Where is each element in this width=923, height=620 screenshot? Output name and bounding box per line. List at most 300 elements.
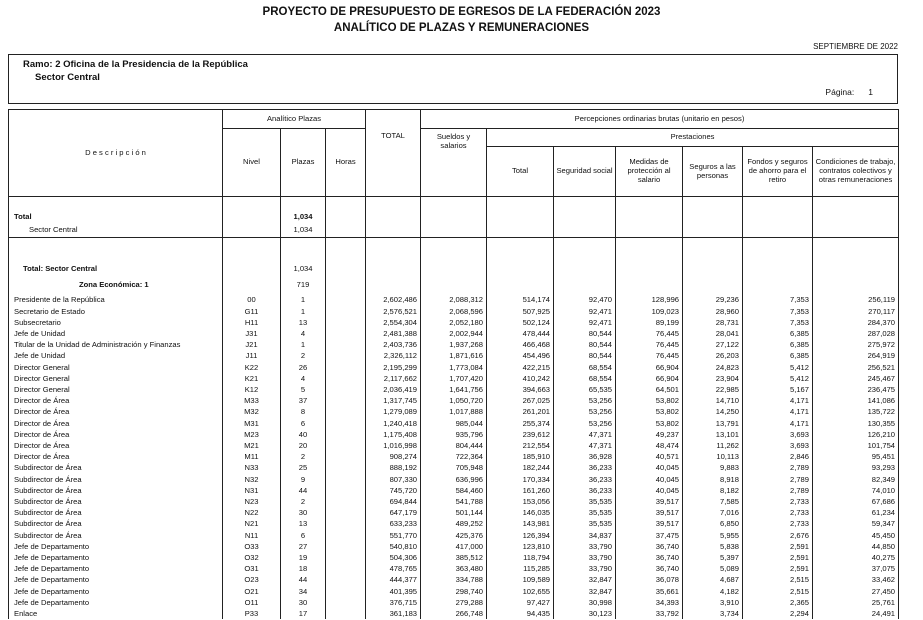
table-cell: 256,521	[813, 362, 899, 373]
table-cell: Subdirector de Área	[9, 496, 223, 507]
table-cell: Jefe de Departamento	[9, 563, 223, 574]
table-cell	[326, 530, 366, 541]
table-cell: Jefe de Departamento	[9, 586, 223, 597]
table-cell: 68,554	[554, 362, 616, 373]
table-cell: 334,788	[421, 574, 487, 585]
table-row	[9, 339, 899, 350]
table-cell: 143,981	[487, 518, 554, 529]
table-cell: 3,693	[743, 440, 813, 451]
table-cell: 80,544	[554, 328, 616, 339]
table-cell: 20	[281, 440, 326, 451]
table-cell: 28,960	[683, 306, 743, 317]
table-cell: K12	[223, 384, 281, 395]
table-cell: 118,794	[487, 552, 554, 563]
table-cell: 2,052,180	[421, 317, 487, 328]
table-cell: 30	[281, 507, 326, 518]
table-cell: 2,591	[743, 552, 813, 563]
table-cell: 8	[281, 406, 326, 417]
table-cell: 97,427	[487, 597, 554, 608]
table-cell: 7,016	[683, 507, 743, 518]
table-row	[9, 563, 899, 574]
table-cell: 1	[281, 339, 326, 350]
table-cell: 67,686	[813, 496, 899, 507]
table-cell: 92,471	[554, 317, 616, 328]
table-cell: 444,377	[366, 574, 421, 585]
table-cell: 10,113	[683, 451, 743, 462]
table-cell: 61,234	[813, 507, 899, 518]
table-cell: 504,306	[366, 552, 421, 563]
table-cell: 7,353	[743, 294, 813, 305]
table-cell: Subdirector de Área	[9, 474, 223, 485]
table-cell: 287,028	[813, 328, 899, 339]
table-row	[9, 328, 899, 339]
table-cell: 410,242	[487, 373, 554, 384]
table-cell: N21	[223, 518, 281, 529]
table-cell: 804,444	[421, 440, 487, 451]
table-cell: 26	[281, 362, 326, 373]
table-cell: 2,294	[743, 608, 813, 619]
table-cell: N32	[223, 474, 281, 485]
table-row	[9, 306, 899, 317]
table-cell: 130,355	[813, 418, 899, 429]
table-cell: 34,393	[616, 597, 683, 608]
table-cell: 466,468	[487, 339, 554, 350]
table-cell: 11,262	[683, 440, 743, 451]
table-cell: 2,195,299	[366, 362, 421, 373]
table-cell: 39,517	[616, 518, 683, 529]
table-cell: 27,122	[683, 339, 743, 350]
table-cell: 141,086	[813, 395, 899, 406]
table-cell: 540,810	[366, 541, 421, 552]
table-cell: 2,088,312	[421, 294, 487, 305]
table-cell: 2,554,304	[366, 317, 421, 328]
col-fondos: Fondos y seguros de ahorro para el retiro	[743, 147, 813, 197]
table-cell: 68,554	[554, 373, 616, 384]
table-cell: 24,491	[813, 608, 899, 619]
col-plazas: Plazas	[281, 129, 326, 197]
table-cell: 2,676	[743, 530, 813, 541]
table-row	[9, 608, 899, 619]
table-cell	[326, 574, 366, 585]
table-cell: 6,385	[743, 339, 813, 350]
table-cell: Subsecretario	[9, 317, 223, 328]
table-cell: 00	[223, 294, 281, 305]
page-number: 1	[868, 87, 873, 97]
table-cell: 32,847	[554, 574, 616, 585]
table-cell: 212,554	[487, 440, 554, 451]
table-cell: 417,000	[421, 541, 487, 552]
table-cell: 34,837	[554, 530, 616, 541]
table-cell: 36,233	[554, 485, 616, 496]
col-percepciones: Percepciones ordinarias brutas (unitario en pesos)	[421, 110, 899, 129]
table-row	[9, 586, 899, 597]
zona-row	[9, 274, 899, 294]
table-cell: 2,789	[743, 462, 813, 473]
table-cell: 35,535	[554, 496, 616, 507]
table-cell: 376,715	[366, 597, 421, 608]
table-cell: 501,144	[421, 507, 487, 518]
table-cell: Director de Área	[9, 429, 223, 440]
table-cell: 1,317,745	[366, 395, 421, 406]
table-cell: 53,802	[616, 406, 683, 417]
total-row	[9, 211, 899, 222]
table-cell: 33,790	[554, 541, 616, 552]
total-label: Total	[9, 211, 223, 222]
table-row	[9, 429, 899, 440]
table-cell: N31	[223, 485, 281, 496]
col-analitico: Analítico Plazas	[223, 110, 366, 129]
table-cell: 19	[281, 552, 326, 563]
sector-row	[9, 222, 899, 237]
table-row	[9, 384, 899, 395]
table-cell: 26,203	[683, 350, 743, 361]
page-label: Página:	[825, 87, 855, 97]
table-cell: Subdirector de Área	[9, 485, 223, 496]
table-cell: 37	[281, 395, 326, 406]
table-cell: 40,571	[616, 451, 683, 462]
table-cell	[326, 373, 366, 384]
page-indicator	[825, 87, 873, 97]
table-row	[9, 317, 899, 328]
table-cell: 4	[281, 373, 326, 384]
table-cell: 502,124	[487, 317, 554, 328]
table-cell: 2,576,521	[366, 306, 421, 317]
table-row	[9, 597, 899, 608]
table-cell: H11	[223, 317, 281, 328]
table-cell	[326, 406, 366, 417]
table-cell: 44	[281, 485, 326, 496]
table-cell: 5,412	[743, 373, 813, 384]
sector-label: Sector Central	[35, 72, 100, 83]
table-cell: 27	[281, 541, 326, 552]
table-cell: Director de Área	[9, 406, 223, 417]
table-cell: 264,919	[813, 350, 899, 361]
table-row	[9, 451, 899, 462]
table-cell: 5,412	[743, 362, 813, 373]
table-cell: 6	[281, 530, 326, 541]
table-cell: 2	[281, 350, 326, 361]
table-cell: 745,720	[366, 485, 421, 496]
table-cell: 53,802	[616, 418, 683, 429]
table-cell: 2,591	[743, 563, 813, 574]
table-cell: 146,035	[487, 507, 554, 518]
table-cell: 126,394	[487, 530, 554, 541]
table-cell: Jefe de Departamento	[9, 541, 223, 552]
ramo-box	[8, 54, 898, 104]
col-prestaciones-total: Total	[487, 147, 554, 197]
table-cell: 647,179	[366, 507, 421, 518]
table-cell	[326, 485, 366, 496]
table-cell: 102,655	[487, 586, 554, 597]
table-cell: 6,385	[743, 328, 813, 339]
table-cell: 94,435	[487, 608, 554, 619]
table-cell	[326, 608, 366, 619]
table-cell: Subdirector de Área	[9, 462, 223, 473]
table-cell: 37,075	[813, 563, 899, 574]
table-cell: 2,602,486	[366, 294, 421, 305]
table-cell: 161,260	[487, 485, 554, 496]
table-cell: 28,731	[683, 317, 743, 328]
table-cell: P33	[223, 608, 281, 619]
table-cell: J11	[223, 350, 281, 361]
table-cell: 266,748	[421, 608, 487, 619]
table-cell: 76,445	[616, 339, 683, 350]
table-cell: 76,445	[616, 350, 683, 361]
table-cell: 74,010	[813, 485, 899, 496]
table-cell: 23,904	[683, 373, 743, 384]
table-cell: 6,850	[683, 518, 743, 529]
table-cell: K21	[223, 373, 281, 384]
table-cell: J31	[223, 328, 281, 339]
zona-plazas: 719	[281, 274, 326, 294]
table-cell: 236,475	[813, 384, 899, 395]
table-cell: 5,167	[743, 384, 813, 395]
table-row	[9, 485, 899, 496]
table-cell: 32,847	[554, 586, 616, 597]
col-seguros: Seguros a las personas	[683, 147, 743, 197]
table-cell: 34	[281, 586, 326, 597]
table-cell: 1,016,998	[366, 440, 421, 451]
table-cell: 59,347	[813, 518, 899, 529]
table-cell: 36,233	[554, 462, 616, 473]
table-cell: 44	[281, 574, 326, 585]
table-cell: 1,279,089	[366, 406, 421, 417]
table-cell: 5	[281, 384, 326, 395]
table-cell: 507,925	[487, 306, 554, 317]
table-cell: 170,334	[487, 474, 554, 485]
table-cell	[326, 586, 366, 597]
table-cell: Director de Área	[9, 418, 223, 429]
table-cell: 5,089	[683, 563, 743, 574]
col-sueldos: Sueldos y salarios	[421, 129, 487, 197]
table-cell: 489,252	[421, 518, 487, 529]
table-cell: 128,996	[616, 294, 683, 305]
table-cell: Director de Área	[9, 395, 223, 406]
ramo-label: Ramo: 2 Oficina de la Presidencia de la República	[23, 59, 248, 70]
summary-spacer	[9, 197, 899, 212]
table-cell: 2,515	[743, 574, 813, 585]
table-cell: 4,171	[743, 406, 813, 417]
table-cell: 255,374	[487, 418, 554, 429]
table-cell: M33	[223, 395, 281, 406]
table-cell: 3,734	[683, 608, 743, 619]
col-horas: Horas	[326, 129, 366, 197]
table-cell: 2,326,112	[366, 350, 421, 361]
table-cell	[326, 563, 366, 574]
sector-row-plazas: 1,034	[281, 222, 326, 237]
table-cell: 3,910	[683, 597, 743, 608]
table-cell: 33,792	[616, 608, 683, 619]
table-row	[9, 294, 899, 305]
table-cell: 478,765	[366, 563, 421, 574]
table-cell: 33,790	[554, 563, 616, 574]
table-cell: 722,364	[421, 451, 487, 462]
table-cell: 80,544	[554, 339, 616, 350]
table-cell: 92,471	[554, 306, 616, 317]
table-row	[9, 574, 899, 585]
table-cell: 3,693	[743, 429, 813, 440]
table-cell: Secretario de Estado	[9, 306, 223, 317]
report-date: SEPTIEMBRE DE 2022	[813, 42, 898, 51]
table-cell: 1,050,720	[421, 395, 487, 406]
table-cell: 2,515	[743, 586, 813, 597]
table-cell: 39,517	[616, 507, 683, 518]
table-cell: Director de Área	[9, 440, 223, 451]
table-cell: M31	[223, 418, 281, 429]
table-cell: 35,535	[554, 507, 616, 518]
table-cell: 7,353	[743, 317, 813, 328]
table-cell: 22,985	[683, 384, 743, 395]
table-cell	[326, 597, 366, 608]
table-cell: 705,948	[421, 462, 487, 473]
table-cell: 935,796	[421, 429, 487, 440]
table-cell: 401,395	[366, 586, 421, 597]
table-cell: 807,330	[366, 474, 421, 485]
table-cell: 89,199	[616, 317, 683, 328]
table-cell	[326, 362, 366, 373]
table-cell: 35,661	[616, 586, 683, 597]
table-cell: Jefe de Departamento	[9, 552, 223, 563]
table-cell: 1	[281, 294, 326, 305]
table-cell: 1,641,756	[421, 384, 487, 395]
col-nivel: Nivel	[223, 129, 281, 197]
table-cell: 13	[281, 518, 326, 529]
table-cell: Enlace	[9, 608, 223, 619]
table-cell: 361,183	[366, 608, 421, 619]
table-cell: 45,450	[813, 530, 899, 541]
col-condiciones: Condiciones de trabajo, contratos colectivos y otras remuneraciones	[813, 147, 899, 197]
table-cell: 30	[281, 597, 326, 608]
table-row	[9, 474, 899, 485]
table-cell: 256,119	[813, 294, 899, 305]
table-cell: 2,036,419	[366, 384, 421, 395]
table-cell	[326, 462, 366, 473]
table-cell: 888,192	[366, 462, 421, 473]
table-cell: 422,215	[487, 362, 554, 373]
table-cell: 9	[281, 474, 326, 485]
table-row	[9, 373, 899, 384]
table-cell: 985,044	[421, 418, 487, 429]
table-cell	[326, 384, 366, 395]
table-cell: 33,462	[813, 574, 899, 585]
table-cell: 64,501	[616, 384, 683, 395]
table-cell: 284,370	[813, 317, 899, 328]
report-subtitle: ANALÍTICO DE PLAZAS Y REMUNERACIONES	[333, 22, 590, 34]
table-cell: Subdirector de Área	[9, 507, 223, 518]
table-cell: 17	[281, 608, 326, 619]
table-cell: 5,397	[683, 552, 743, 563]
table-cell: 2,789	[743, 485, 813, 496]
table-cell: Presidente de la República	[9, 294, 223, 305]
table-cell: 40,045	[616, 474, 683, 485]
table-cell: 25	[281, 462, 326, 473]
table-cell: 37,475	[616, 530, 683, 541]
table-cell: 36,078	[616, 574, 683, 585]
table-cell: 13,791	[683, 418, 743, 429]
table-cell: O23	[223, 574, 281, 585]
col-medidas: Medidas de protección al salario	[616, 147, 683, 197]
table-row	[9, 518, 899, 529]
table-cell: 36,928	[554, 451, 616, 462]
table-row	[9, 395, 899, 406]
table-cell	[326, 328, 366, 339]
table-cell: 49,237	[616, 429, 683, 440]
table-cell: 298,740	[421, 586, 487, 597]
table-cell: 2,733	[743, 507, 813, 518]
table-row	[9, 350, 899, 361]
table-row	[9, 552, 899, 563]
zona-label: Zona Económica: 1	[9, 274, 223, 294]
table-cell: 18	[281, 563, 326, 574]
table-cell	[326, 429, 366, 440]
table-cell: 270,117	[813, 306, 899, 317]
table-cell: 48,474	[616, 440, 683, 451]
table-cell: 14,710	[683, 395, 743, 406]
table-cell: 109,589	[487, 574, 554, 585]
table-cell: 36,740	[616, 552, 683, 563]
table-cell: 47,371	[554, 440, 616, 451]
table-row	[9, 418, 899, 429]
table-cell: 1,707,420	[421, 373, 487, 384]
table-cell: 2	[281, 496, 326, 507]
table-cell: 636,996	[421, 474, 487, 485]
table-cell: 275,972	[813, 339, 899, 350]
table-row	[9, 406, 899, 417]
table-cell: 478,444	[487, 328, 554, 339]
table-cell: Jefe de Departamento	[9, 574, 223, 585]
table-cell: 1,937,268	[421, 339, 487, 350]
table-cell	[326, 451, 366, 462]
table-cell: 153,056	[487, 496, 554, 507]
table-cell	[326, 395, 366, 406]
table-cell	[326, 294, 366, 305]
table-cell: 123,810	[487, 541, 554, 552]
col-prestaciones: Prestaciones	[487, 129, 899, 147]
table-cell: 425,376	[421, 530, 487, 541]
table-cell: 1,017,888	[421, 406, 487, 417]
table-cell: 694,844	[366, 496, 421, 507]
table-cell: 279,288	[421, 597, 487, 608]
total-plazas: 1,034	[281, 211, 326, 222]
table-cell: 1	[281, 306, 326, 317]
table-cell: 36,233	[554, 474, 616, 485]
table-cell: 40,045	[616, 485, 683, 496]
table-cell: 93,293	[813, 462, 899, 473]
table-cell: M32	[223, 406, 281, 417]
col-total: TOTAL	[366, 110, 421, 197]
table-cell	[326, 440, 366, 451]
table-cell: 261,201	[487, 406, 554, 417]
table-cell: 2,733	[743, 496, 813, 507]
table-cell: 109,023	[616, 306, 683, 317]
table-cell: 2,068,596	[421, 306, 487, 317]
table-cell: 363,480	[421, 563, 487, 574]
table-cell: 7,353	[743, 306, 813, 317]
table-cell: 65,535	[554, 384, 616, 395]
table-cell	[326, 350, 366, 361]
total-sector-label: Total: Sector Central	[9, 263, 223, 274]
table-cell: M11	[223, 451, 281, 462]
table-cell: 40,045	[616, 462, 683, 473]
table-cell	[326, 507, 366, 518]
table-cell: O21	[223, 586, 281, 597]
table-cell: 24,823	[683, 362, 743, 373]
table-cell: 40,275	[813, 552, 899, 563]
table-cell: 80,544	[554, 350, 616, 361]
table-cell: 2,591	[743, 541, 813, 552]
table-cell: 454,496	[487, 350, 554, 361]
table-cell: 541,788	[421, 496, 487, 507]
